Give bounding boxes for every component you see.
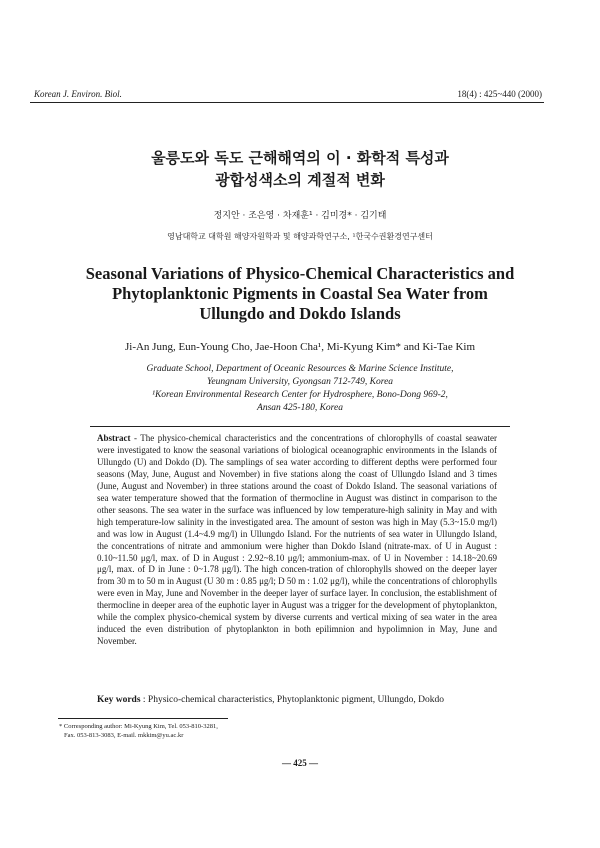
korean-affiliation: 영남대학교 대학원 해양자원학과 및 해양과학연구소, ¹한국수권환경연구센터 xyxy=(167,232,433,241)
korean-title-line-1: 울릉도와 독도 근해해역의 이 · 화학적 특성과 xyxy=(151,149,449,167)
keywords xyxy=(97,695,517,705)
abstract-text: - The physico-chemical characteristics and the concentrations of chlorophylls of coastal seawater were investigated to know the seasonal variations of biological oceanographic environments in the Islands of Ullungdo (U) and Dokdo (D). The samplings of sea water according to different depths were performed four seasons (May, June, August and November) in five stations along the coast of Ullungdo Island and 3 times (June, August and November) in three stations around the coast of Dokdo Island. The seasonal variations of sea water temperature showed that the formation of thermocline in August was distinct in comparison to the other seasons. The sea water in the surface was influenced by low temperature-high salinity in May and with high temperature-low salinity in the investigated area. The amount of seston was high in May (5.3~15.0 mg/l) and was low in August (1.4~4.9 mg/l) in Ullungdo Island. For the nutrients of sea water in Ullungdo Island, the concentrations of nitrate and ammonium were higher than Dokdo Island (nitrate-max. of U in August : 0.10~11.50 μg/l, max. of D in August : 2.92~8.10 μg/l; ammonium-max. of U in November : 14.18~20.69 μg/l, max. of D in June : 0~1.78 μg/l). The high concen-tration of chlorophylls showed on the deeper layer from 30 m to 50 m in August (U 30 m : 0.85 μg/l; D 50 m : 1.02 μg/l), while the concentrations of chlorophylls were even in May, June and November in the deeper layer of surface layer. In conclusion, the establishment of thermocline in deeper area of the euphotic layer in August was a trigger for the development of phytoplankton, while the complex physico-chemical system by diverse currents and vertical mixing of sea water in the area induced the even distribution of phytoplankton in both epilimnion and hypolimnion in May, June and November. xyxy=(97,433,497,647)
footnote-rule xyxy=(58,718,228,719)
english-title-line-2: Phytoplanktonic Pigments in Coastal Sea Water from xyxy=(112,284,488,303)
journal-name: Korean J. Environ. Biol. xyxy=(34,89,122,99)
korean-authors: 정지안 · 조은영 · 차재훈¹ · 김미경* · 김기태 xyxy=(213,211,387,221)
keywords-text: : Physico-chemical characteristics, Phytoplanktonic pigment, Ullungdo, Dokdo xyxy=(140,695,444,705)
citation: 18(4) : 425~440 (2000) xyxy=(457,89,542,99)
affiliation-line-4: Ansan 425-180, Korea xyxy=(257,403,343,413)
keywords-label: Key words xyxy=(97,695,141,705)
page-number: — 425 — xyxy=(282,758,318,768)
affiliation-line-3: ¹Korean Environmental Research Center for Hydrosphere, Bono-Dong 969-2, xyxy=(152,390,448,400)
abstract-label: Abstract xyxy=(97,433,131,443)
footnote-line-1: * Corresponding author: Mi-Kyung Kim, Tel. 053-810-3281, xyxy=(59,723,218,730)
english-title-line-3: Ullungdo and Dokdo Islands xyxy=(199,304,401,323)
english-title-line-1: Seasonal Variations of Physico-Chemical Characteristics and xyxy=(85,264,515,283)
header-rule xyxy=(30,102,544,103)
affiliation-line-2: Yeungnam University, Gyongsan 712-749, Korea xyxy=(206,377,394,387)
affiliation-line-1: Graduate School, Department of Oceanic Resources & Marine Science Institute, xyxy=(146,364,454,374)
korean-title-line-2: 광합성색소의 계절적 변화 xyxy=(215,171,385,189)
footnote-line-2: Fax. 053-813-3083, E-mail. mkkim@yu.ac.kr xyxy=(64,732,184,739)
abstract xyxy=(97,433,497,648)
abstract-top-rule xyxy=(90,426,510,427)
english-authors: Ji-An Jung, Eun-Young Cho, Jae-Hoon Cha¹, Mi-Kyung Kim* and Ki-Tae Kim xyxy=(124,341,476,353)
